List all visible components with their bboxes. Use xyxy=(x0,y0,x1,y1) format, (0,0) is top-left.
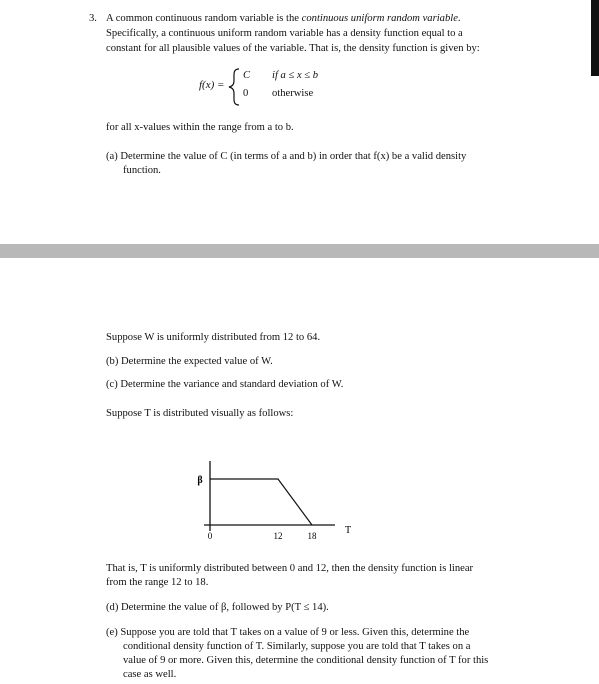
t-intro: Suppose T is distributed visually as follows: xyxy=(106,408,294,419)
part-e-line-1: (e) Suppose you are told that T takes on a value of 9 or less. Given this, determine the xyxy=(106,627,470,638)
desc-line-2: from the range 12 to 18. xyxy=(106,577,209,588)
tick-label: 18 xyxy=(307,531,317,541)
case2-value: 0 xyxy=(243,88,249,99)
range-line: for all x-values within the range from a to b. xyxy=(106,122,294,133)
part-e-line-3: value of 9 or more. Given this, determine the conditional density function of T for this xyxy=(123,655,489,666)
tick-labels xyxy=(208,531,317,541)
page-divider xyxy=(0,244,599,258)
part-a-line-1: (a) Determine the value of C (in terms of a and b) in order that f(x) be a valid density xyxy=(106,151,467,162)
case1-value: C xyxy=(243,70,251,81)
part-e-line-4: case as well. xyxy=(123,669,177,680)
part-c: (c) Determine the variance and standard deviation of W. xyxy=(106,379,344,390)
corner-edge-mark xyxy=(591,0,599,76)
fx-label: f(x) = xyxy=(199,79,225,91)
part-a-line-2: function. xyxy=(123,165,161,176)
beta-label: β xyxy=(197,475,203,486)
part-d: (d) Determine the value of β, followed by P(T ≤ 14). xyxy=(106,602,329,613)
desc-line-1: That is, T is uniformly distributed between 0 and 12, then the density function is linear xyxy=(106,563,474,574)
density-line xyxy=(210,479,312,525)
problem-number: 3. xyxy=(89,13,97,24)
t-density-graph xyxy=(190,455,360,545)
part-b: (b) Determine the expected value of W. xyxy=(106,356,273,367)
tick-label: 0 xyxy=(207,531,213,541)
intro-line-3: constant for all plausible values of the variable. That is, the density function is given by: xyxy=(106,43,480,54)
part-e-line-2: conditional density function of T. Similarly, suppose you are told that T takes on a xyxy=(123,641,471,652)
tick-label: 12 xyxy=(273,531,283,541)
intro-line-2: Specifically, a continuous uniform random variable has a density function equal to a xyxy=(106,28,463,39)
intro-emphasis: continuous uniform random variable xyxy=(301,13,458,24)
intro-line-1: A common continuous random variable is the continuous uniform random variable. xyxy=(106,13,461,24)
w-intro: Suppose W is uniformly distributed from 12 to 64. xyxy=(106,332,321,343)
x-axis-label: T xyxy=(345,525,352,536)
left-brace xyxy=(228,68,242,106)
case2-condition: otherwise xyxy=(272,88,314,99)
case1-condition: if a ≤ x ≤ b xyxy=(272,70,319,81)
